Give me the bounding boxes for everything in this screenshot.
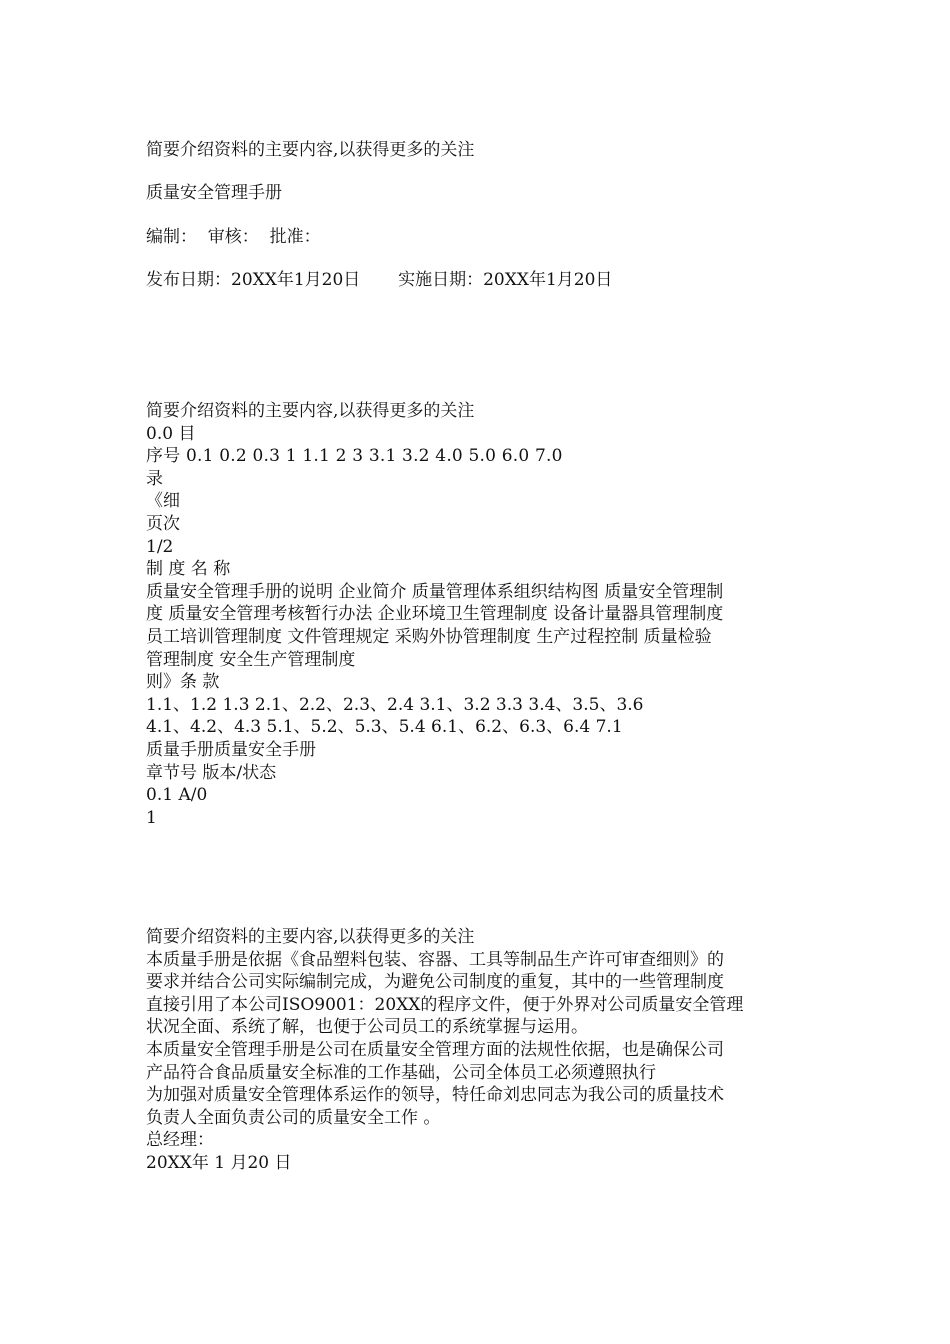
toc-line: 则》条 款 bbox=[146, 672, 220, 693]
toc-line: 1.1、1.2 1.3 2.1、2.2、2.3、2.4 3.1、3.2 3.3 3.4、3.5、3.6 bbox=[146, 694, 644, 715]
toc-line: 0.0 目 bbox=[146, 423, 196, 444]
signoff-line: 编制： 审核： 批准： bbox=[146, 227, 321, 247]
cover-section bbox=[146, 139, 816, 161]
toc-section bbox=[146, 400, 816, 829]
statement-intro: 简要介绍资料的主要内容,以获得更多的关注 bbox=[146, 927, 475, 947]
signature-label: 总经理： bbox=[146, 1130, 214, 1151]
toc-line: 1/2 bbox=[146, 536, 174, 557]
toc-line: 制 度 名 称 bbox=[146, 559, 231, 580]
statement-line: 要求并结合公司实际编制完成，为避免公司制度的重复，其中的一些管理制度 bbox=[146, 972, 724, 993]
statement-section bbox=[146, 926, 816, 1175]
toc-line: 员工培训管理制度 文件管理规定 采购外协管理制度 生产过程控制 质量检验 bbox=[146, 626, 712, 647]
cover-signoff-wrap bbox=[146, 226, 816, 248]
dates-line: 发布日期：20XX年1月20日 实施日期：20XX年1月20日 bbox=[146, 270, 613, 290]
toc-line: 页次 bbox=[146, 513, 180, 534]
cover-intro: 简要介绍资料的主要内容,以获得更多的关注 bbox=[146, 140, 475, 160]
toc-line: 章节号 版本/状态 bbox=[146, 762, 277, 783]
toc-line: 0.1 A/0 bbox=[146, 785, 208, 806]
toc-line: 度 质量安全管理考核暂行办法 企业环境卫生管理制度 设备计量器具管理制度 bbox=[146, 604, 724, 625]
toc-line: 管理制度 安全生产管理制度 bbox=[146, 649, 356, 670]
statement-line: 为加强对质量安全管理体系运作的领导，特任命刘忠同志为我公司的质量技术 bbox=[146, 1085, 724, 1106]
cover-title-wrap bbox=[146, 182, 816, 204]
toc-line: 录 bbox=[146, 468, 163, 489]
statement-line: 状况全面、系统了解，也便于公司员工的系统掌握与运用。 bbox=[146, 1017, 588, 1038]
statement-line: 产品符合食品质量安全标准的工作基础，公司全体员工必须遵照执行 bbox=[146, 1062, 656, 1083]
toc-intro: 简要介绍资料的主要内容,以获得更多的关注 bbox=[146, 401, 475, 421]
statement-line: 本质量手册是依据《食品塑料包装、容器、工具等制品生产许可审查细则》的 bbox=[146, 949, 724, 970]
toc-line: 质量安全管理手册的说明 企业简介 质量管理体系组织结构图 质量安全管理制 bbox=[146, 581, 724, 602]
statement-line: 本质量安全管理手册是公司在质量安全管理方面的法规性依据，也是确保公司 bbox=[146, 1039, 724, 1060]
statement-line: 直接引用了本公司ISO9001：20XX的程序文件，便于外界对公司质量安全管理 bbox=[146, 994, 744, 1015]
toc-line: 1 bbox=[146, 807, 157, 828]
statement-line: 负责人全面负责公司的质量安全工作 。 bbox=[146, 1107, 441, 1128]
cover-dates-wrap bbox=[146, 269, 816, 291]
document-title: 质量安全管理手册 bbox=[146, 183, 282, 203]
signature-date: 20XX年 1 月20 日 bbox=[146, 1152, 292, 1173]
toc-line: 质量手册质量安全手册 bbox=[146, 739, 316, 760]
toc-line: 序号 0.1 0.2 0.3 1 1.1 2 3 3.1 3.2 4.0 5.0 6.0 7.0 bbox=[146, 446, 563, 467]
toc-line: 4.1、4.2、4.3 5.1、5.2、5.3、5.4 6.1、6.2、6.3、6.4 7.1 bbox=[146, 717, 623, 738]
toc-line: 《细 bbox=[146, 491, 180, 512]
